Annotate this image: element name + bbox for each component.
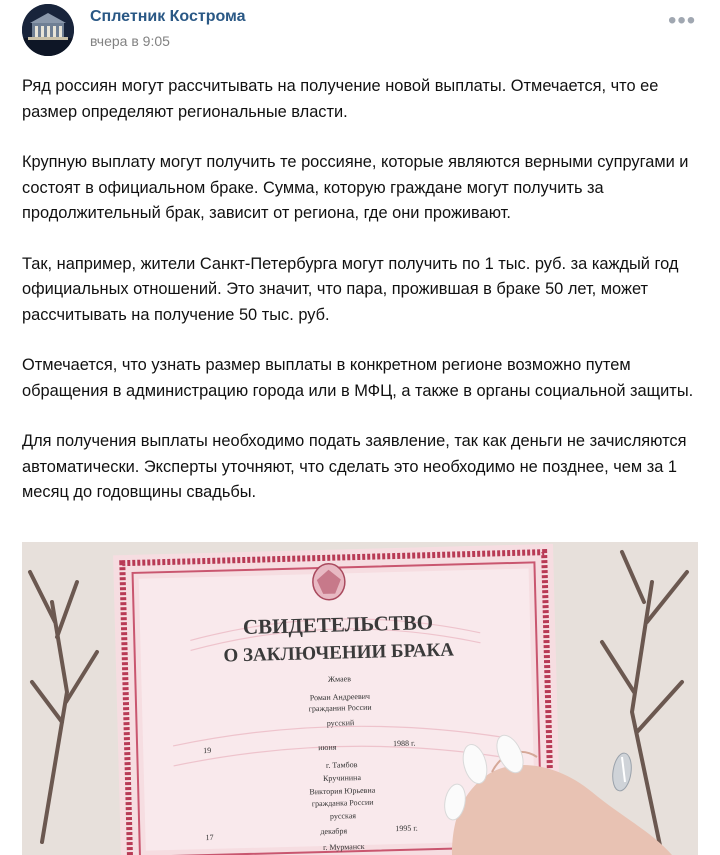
emblem-icon	[312, 563, 345, 600]
certificate-line: 17	[205, 832, 214, 843]
certificate-line: русская	[329, 811, 357, 821]
certificate-line: 1995 г.	[395, 823, 418, 834]
certificate-line: 1988 г.	[392, 738, 416, 749]
certificate-line: декабря	[320, 826, 348, 837]
paragraph: Крупную выплату могут получить те россияне, которые являются верными супругами и состоят в официальном браке. Сумма, которую граждане могут получить за продолжительный брак, зависит от региона, где они проживают.	[22, 153, 689, 222]
paragraph: Так, например, жители Санкт-Петербурга могут получить по 1 тыс. руб. за каждый год официальных отношений. Это значит, что пара, прожившая в браке 50 лет, может рассчитывать на получение 50 тыс. руб.	[22, 254, 679, 324]
post-text	[22, 74, 702, 531]
certificate-line: Виктория Юрьевна	[309, 785, 376, 797]
certificate-line: июня	[318, 742, 337, 753]
certificate-line: гражданин России	[308, 702, 372, 714]
more-dots-icon[interactable]: •••	[668, 7, 697, 34]
paragraph: Для получения выплаты необходимо подать заявление, так как деньги не зачисляются автоматически. Эксперты уточняют, что сделать это необходимо не позднее, чем за 1 месяц до годовщины свадьбы.	[22, 432, 687, 501]
certificate-line: 19	[203, 745, 212, 756]
certificate-line: Жмаев	[327, 674, 352, 684]
certificate-line: г. Мурманск	[322, 841, 365, 853]
post-time[interactable]: вчера в 9:05	[90, 33, 170, 49]
avatar-image	[22, 4, 74, 56]
certificate-line: Кручинина	[322, 773, 362, 783]
certificate-line: г. Тамбов	[325, 760, 358, 770]
post-header	[0, 0, 720, 62]
certificate-line: русский	[326, 718, 355, 728]
certificate-line: Роман Андреевич	[309, 691, 371, 703]
marriage-certificate-photo	[22, 542, 698, 855]
certificate-subtitle: О ЗАКЛЮЧЕНИИ БРАКА	[223, 639, 455, 667]
avatar[interactable]	[22, 4, 74, 56]
certificate-title: СВИДЕТЕЛЬСТВО	[242, 610, 434, 640]
paragraph: Отмечается, что узнать размер выплаты в конкретном регионе возможно путем обращения в администрацию города или в МФЦ, а также в органы социальной защиты.	[22, 356, 694, 400]
post-photo[interactable]	[22, 542, 698, 855]
paragraph: Ряд россиян могут рассчитывать на получение новой выплаты. Отмечается, что ее размер определяют региональные власти.	[22, 77, 659, 121]
certificate-line: гражданка России	[311, 797, 374, 809]
author-link[interactable]: Сплетник Кострома	[90, 8, 246, 25]
